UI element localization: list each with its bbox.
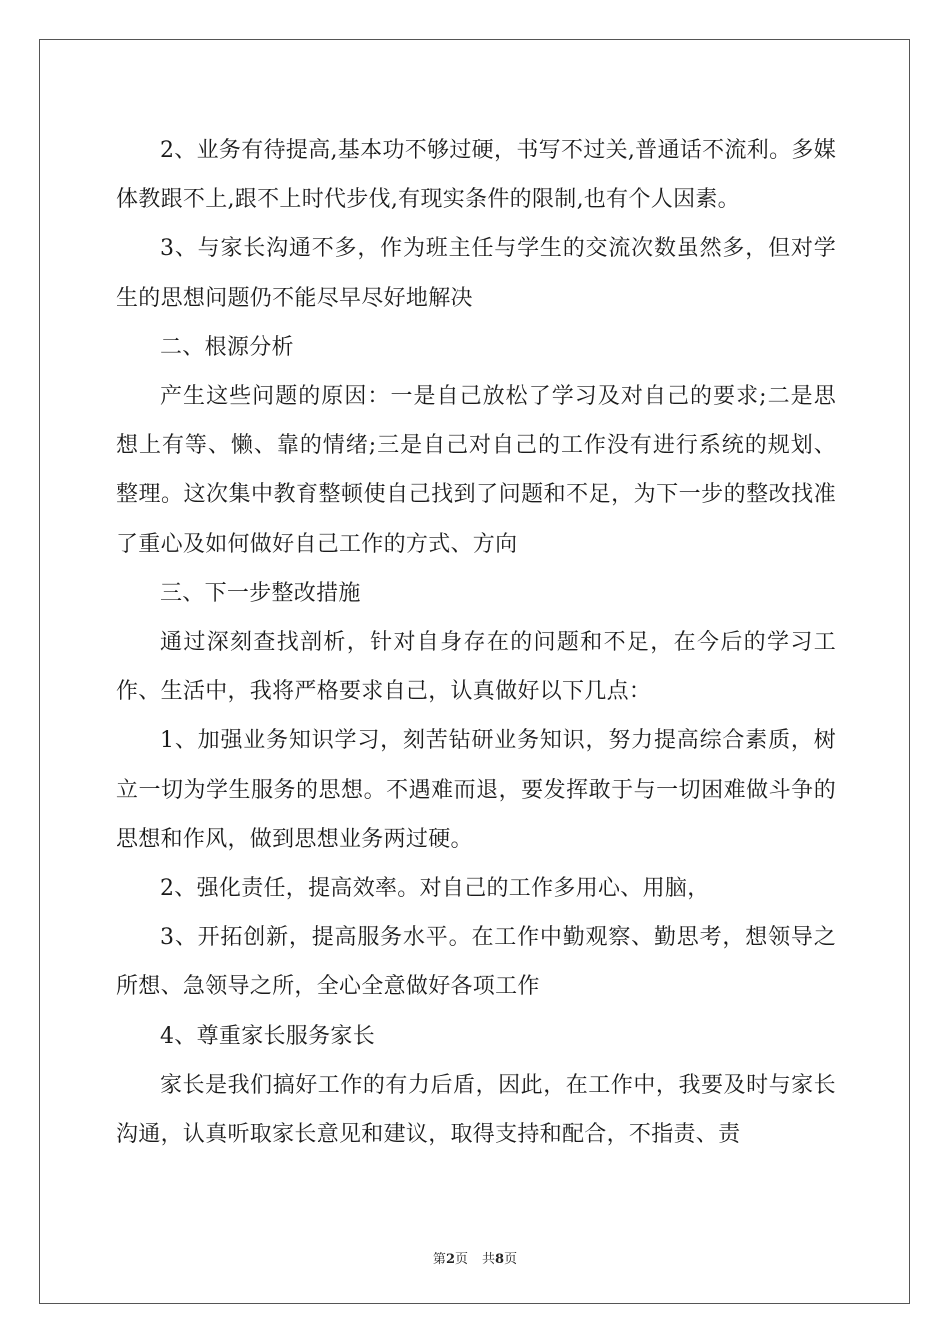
footer-total-suffix: 页 <box>504 1252 518 1267</box>
footer-prefix: 第 <box>432 1252 446 1267</box>
footer-page-suffix: 页 <box>454 1252 468 1267</box>
paragraph-measure-3: 3、开拓创新，提高服务水平。在工作中勤观察、勤思考，想领导之所想、急领导之所，全心全意做好各项工作 <box>116 925 836 1000</box>
section-heading-root-cause: 二、根源分析 <box>160 334 294 360</box>
footer-total-prefix: 共 <box>482 1252 496 1267</box>
footer-page-number: 2 <box>445 1252 455 1267</box>
paragraph-point-2: 2、业务有待提高,基本功不够过硬，书写不过关,普通话不流利。多媒体教跟不上,跟不上时代步伐,有现实条件的限制,也有个人因素。 <box>116 138 836 213</box>
paragraph-measure-4-heading: 4、尊重家长服务家长 <box>160 1023 375 1049</box>
paragraph-point-3: 3、与家长沟通不多，作为班主任与学生的交流次数虽然多，但对学生的思想问题仍不能尽早尽好地解决 <box>116 236 836 311</box>
paragraph-parents: 家长是我们搞好工作的有力后盾，因此，在工作中，我要及时与家长沟通，认真听取家长意见和建议，取得支持和配合，不指责、责 <box>116 1072 836 1148</box>
footer-total-pages: 8 <box>495 1252 505 1267</box>
paragraph-root-cause: 产生这些问题的原因：一是自己放松了学习及对自己的要求;二是思想上有等、懒、靠的情绪;三是自己对自己的工作没有进行系统的规划、整理。这次集中教育整顿使自己找到了问题和不足，为下一步的整改找准了重心及如何做好自己工作的方式、方向 <box>116 384 836 557</box>
document-body <box>116 126 836 1159</box>
paragraph-measure-1: 1、加强业务知识学习，刻苦钻研业务知识，努力提高综合素质，树立一切为学生服务的思想。不遇难而退，要发挥敢于与一切困难做斗争的思想和作风，做到思想业务两过硬。 <box>116 728 836 852</box>
page-footer <box>0 1248 950 1267</box>
paragraph-next-steps-intro: 通过深刻查找剖析，针对自身存在的问题和不足，在今后的学习工作、生活中，我将严格要求自己，认真做好以下几点： <box>116 630 836 705</box>
section-heading-next-steps: 三、下一步整改措施 <box>160 580 361 606</box>
paragraph-measure-2: 2、强化责任，提高效率。对自己的工作多用心、用脑， <box>160 876 710 902</box>
